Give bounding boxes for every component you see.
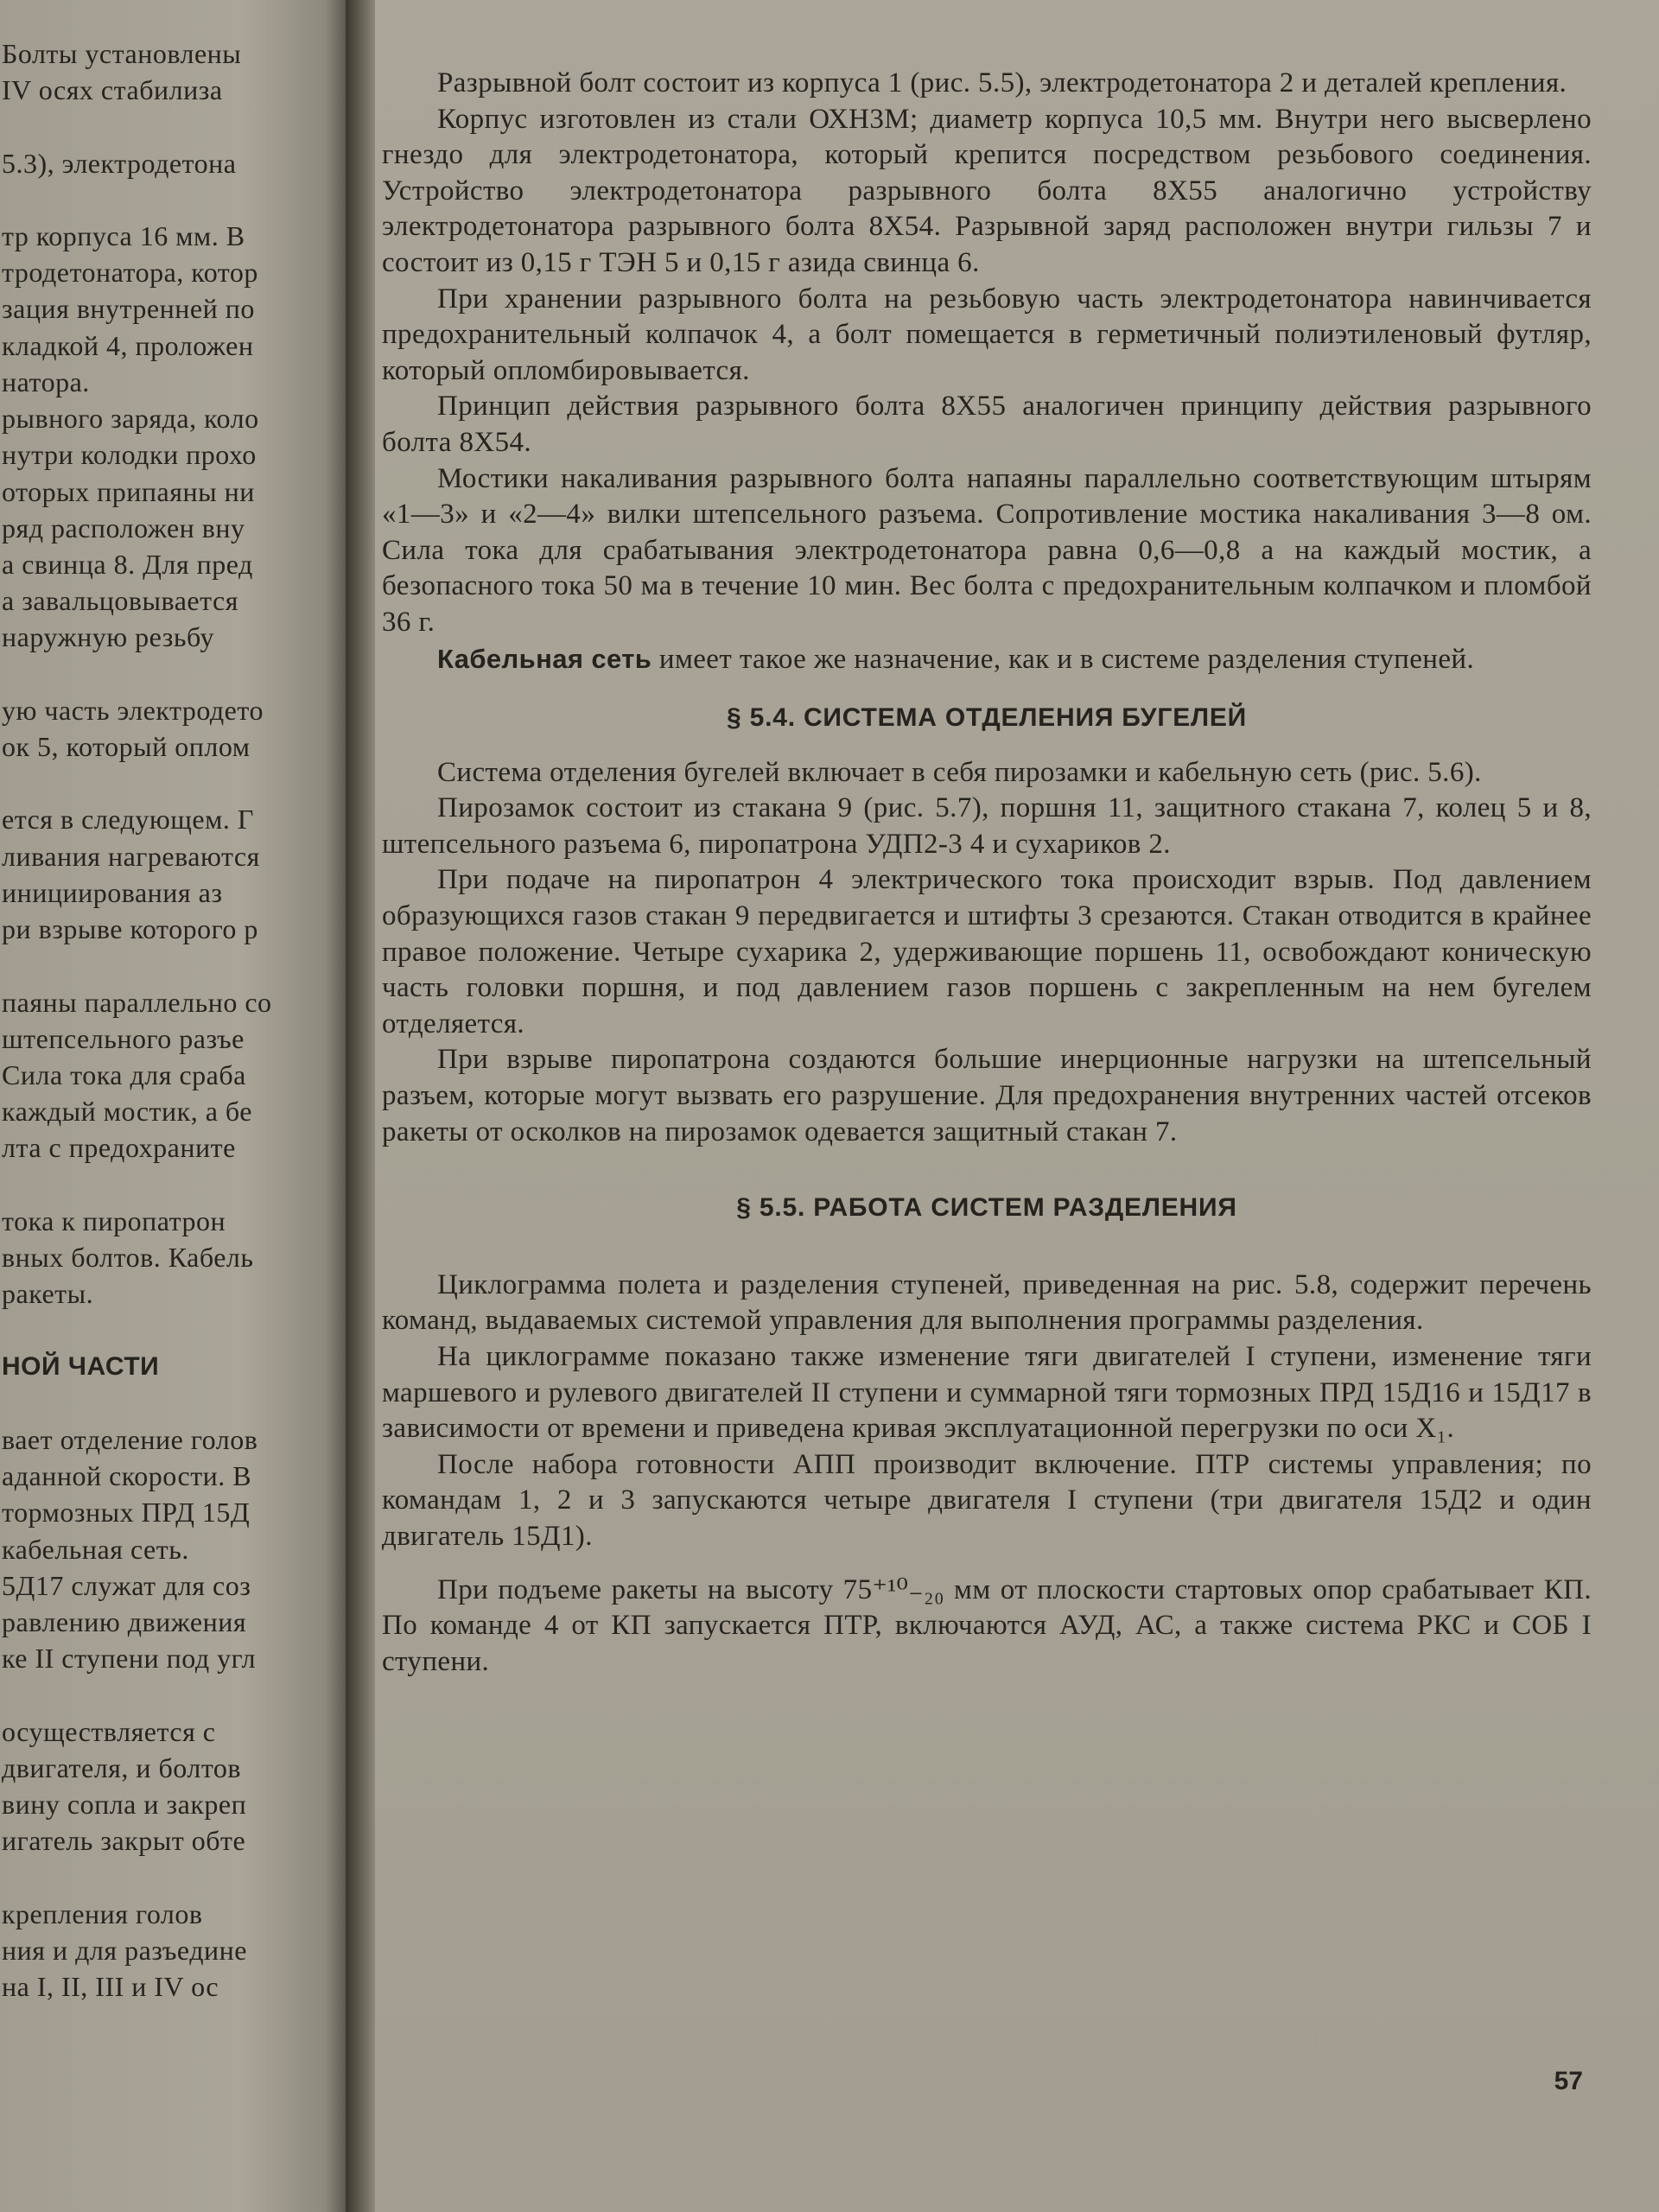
left-page-line: на I, II, III и IV ос	[2, 1971, 219, 2003]
left-page	[0, 0, 346, 2212]
bold-term: Кабельная сеть	[437, 643, 652, 674]
left-page-line: аданной скорости. В	[2, 1460, 252, 1492]
left-page-line: игатель закрыт обте	[2, 1825, 246, 1857]
page-text	[382, 66, 1592, 1680]
left-page-line: ок 5, который оплом	[2, 731, 251, 763]
left-page-line: паяны параллельно со	[2, 986, 272, 1018]
left-page-line: а свинца 8. Для пред	[2, 548, 253, 580]
paragraph: На циклограмме показано также изменение тяги двигателей I ступени, изменение тяги маршевого и рулевого двигателей II ступени и суммарной тяги тормозных ПРД 15Д16 и 15Д17 в зависимости от времени и приведена кривая эксплуатационной перегрузки по оси X₁.	[382, 1341, 1592, 1445]
paragraph: Пирозамок состоит из стакана 9 (рис. 5.7), поршня 11, защитного стакана 7, колец 5 и 8, штепсельного разъема 6, пиропатрона УДП2-3 4 и сухариков 2.	[382, 792, 1592, 860]
paragraph: При подаче на пиропатрон 4 электрического тока происходит взрыв. Под давлением образующихся газов стакан 9 передвигается и штифты 3 срезаются. Стакан отводится в крайнее правое положение. Четыре сухарика 2, удерживающие поршень 11, освобождают коническую часть головки поршня, и под давлением газов поршень с закрепленным на нем бугелем отделяется.	[382, 864, 1592, 1039]
left-page-line: тормозных ПРД 15Д	[2, 1497, 251, 1529]
left-page-line: вину сопла и закреп	[2, 1789, 247, 1821]
left-page-line: инициирования аз	[2, 876, 223, 908]
left-page-line: тока к пиропатрон	[2, 1205, 226, 1236]
left-page-line: оторых припаяны ни	[2, 475, 255, 507]
section-heading: § 5.5. РАБОТА СИСТЕМ РАЗДЕЛЕНИЯ	[736, 1193, 1237, 1223]
left-page-line: равлению движения	[2, 1606, 247, 1638]
paragraph: Принцип действия разрывного болта 8Х55 аналогичен принципу действия разрывного болта 8Х54.	[382, 391, 1592, 458]
left-page-line: ке II ступени под угл	[2, 1643, 257, 1675]
left-page-line: ливания нагреваются	[2, 840, 260, 872]
paragraph: При хранении разрывного болта на резьбовую часть электродетонатора навинчивается предохранительный колпачок 4, а болт помещается в герметичный полиэтиленовый футляр, который опломбировывается.	[382, 283, 1592, 386]
paragraph: После набора готовности АПП производит включение. ПТР системы управления; по командам 1, 2 и 3 запускаются четыре двигателя I ступени (три двигателя 15Д2 и один двигатель 15Д1).	[382, 1448, 1592, 1552]
left-page-line: ется в следующем. Г	[2, 804, 254, 836]
left-page-line: ри взрыве которого р	[2, 913, 258, 945]
left-page-line: НОЙ ЧАСТИ	[2, 1351, 160, 1381]
left-page-line: Сила тока для сраба	[2, 1058, 246, 1090]
left-page-line: IV осях стабилиза	[2, 74, 223, 106]
paragraph: Циклограмма полета и разделения ступеней, приведенная на рис. 5.8, содержит перечень команд, выдаваемых системой управления для выполнения программы разделения.	[382, 1268, 1592, 1337]
left-page-line: наружную резьбу	[2, 621, 215, 653]
paragraph-text: имеет такое же назначение, как и в системе разделения ступеней.	[652, 643, 1475, 675]
left-page-line: ряд расположен вну	[2, 512, 245, 543]
left-page-line: тродетонатора, котор	[2, 257, 258, 289]
paragraph: При взрыве пиропатрона создаются большие инерционные нагрузки на штепсельный разъем, которые могут вызвать его разрушение. Для предохранения внутренних частей отсеков ракеты от осколков на пирозамок одевается защитный стакан 7.	[382, 1044, 1592, 1147]
page-number: 57	[1554, 2067, 1583, 2095]
left-page-line: кабельная сеть.	[2, 1533, 189, 1565]
left-page-line: Болты установлены	[2, 38, 242, 69]
paragraph: Мостики накаливания разрывного болта напаяны параллельно соответствующим штырям «1—3» и «2—4» вилки штепсельного разъема. Сопротивление мостика накаливания 3—8 ом. Сила тока для срабатывания электродетонатора равна 0,6—0,8 а на каждый мостик, а безопасного тока 50 ма в течение 10 мин. Вес болта с предохранительным колпачком и пломбой 36 г.	[382, 462, 1592, 638]
left-page-line: 5Д17 служат для соз	[2, 1569, 251, 1601]
left-page-line: двигателя, и болтов	[2, 1751, 242, 1783]
left-page-line: рывного заряда, коло	[2, 403, 259, 435]
left-page-line: ую часть электродето	[2, 694, 264, 726]
left-page-line: а завальцовывается	[2, 585, 238, 617]
left-page-line: натора.	[2, 365, 90, 397]
left-page-line: зация внутренней по	[2, 293, 255, 325]
left-page-line: вает отделение голов	[2, 1424, 258, 1456]
section-heading: § 5.4. СИСТЕМА ОТДЕЛЕНИЯ БУГЕЛЕЙ	[726, 703, 1248, 733]
right-page	[375, 0, 1659, 2212]
left-page-line: ракеты.	[2, 1278, 94, 1310]
paragraph: Корпус изготовлен из стали ОХН3М; диаметр корпуса 10,5 мм. Внутри него высверлено гнездо для электродетонатора, который крепится посредством резьбового соединения. Устройство электродетонатора разрывного болта 8Х55 аналогично устройству электродетонатора разрывного болта 8Х54. Разрывной заряд расположен внутри гильзы 7 и состоит из 0,15 г ТЭН 5 и 0,15 г азида свинца 6.	[382, 103, 1592, 278]
left-page-line: каждый мостик, а бе	[2, 1096, 252, 1128]
left-page-line: вных болтов. Кабель	[2, 1241, 254, 1273]
paragraph: Система отделения бугелей включает в себя пирозамки и кабельную сеть (рис. 5.6).	[437, 756, 1482, 788]
paragraph	[382, 641, 1592, 678]
left-page-line: кладкой 4, проложен	[2, 329, 254, 361]
left-page-line: крепления голов	[2, 1897, 203, 1929]
left-page-line: лта с предохраните	[2, 1132, 236, 1164]
left-page-line: тр корпуса 16 мм. В	[2, 220, 245, 252]
paragraph: Разрывной болт состоит из корпуса 1 (рис. 5.5), электродетонатора 2 и деталей крепления.	[437, 67, 1567, 99]
left-page-line: 5.3), электродетона	[2, 147, 237, 179]
left-page-line: нутри колодки прохо	[2, 439, 257, 471]
left-page-line: штепсельного разъе	[2, 1022, 245, 1054]
left-page-line: ния и для разъедине	[2, 1935, 247, 1967]
book-gutter	[346, 0, 375, 2212]
paragraph: При подъеме ракеты на высоту 75⁺¹⁰₋₂₀ мм от плоскости стартовых опор срабатывает КП. По команде 4 от КП запускается ПТР, включаются АУД, АС, а также система РКС и СОБ I ступени.	[382, 1573, 1592, 1677]
left-page-line: осуществляется с	[2, 1715, 216, 1747]
